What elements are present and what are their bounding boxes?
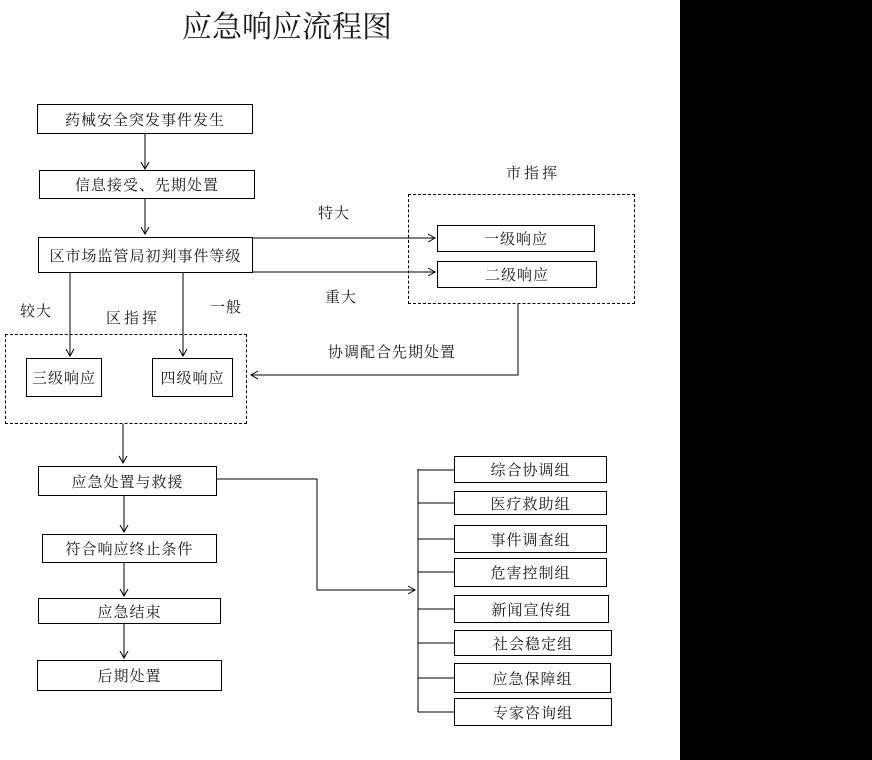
node-emergency-end-label: 应急结束	[97, 604, 162, 621]
node-post-disposal-label: 后期处置	[97, 669, 162, 685]
node-handle-rescue-label: 应急处置与救援	[71, 474, 184, 491]
node-response-level1-label: 一级响应	[483, 232, 548, 248]
node-response-level2	[437, 261, 597, 288]
right-black-panel	[680, 0, 872, 760]
node-response-level4-label: 四级响应	[160, 371, 225, 387]
arrow-event-to-receive	[141, 134, 149, 169]
node-event	[37, 104, 253, 134]
city-command-label: 市指挥	[506, 166, 561, 182]
node-post-disposal	[37, 660, 222, 691]
arrow-termination-to-end	[120, 563, 128, 596]
node-response-level2-label: 二级响应	[484, 268, 549, 284]
arrow-district-to-handle	[119, 424, 127, 463]
node-response-level3	[26, 358, 102, 397]
arrow-city-to-district-coordinate	[251, 304, 518, 379]
arrow-receive-to-judge	[141, 198, 149, 234]
arrow-handle-to-termination	[120, 496, 128, 532]
edge-label-extra-major: 特大	[318, 206, 351, 222]
node-work-group-8	[454, 698, 612, 726]
work-group-2-label: 医疗救助组	[490, 496, 571, 513]
work-group-1-label: 综合协调组	[490, 463, 571, 479]
work-group-5-label: 新闻宣传组	[491, 602, 572, 619]
edge-label-general: 一般	[210, 300, 243, 316]
work-group-6-label: 社会稳定组	[492, 636, 573, 653]
node-handle-rescue	[38, 466, 217, 496]
node-receive	[39, 170, 255, 199]
node-work-group-4	[454, 558, 607, 587]
node-termination-condition-label: 符合响应终止条件	[65, 542, 194, 558]
work-group-7-label: 应急保障组	[492, 671, 573, 688]
work-group-8-label: 专家咨询组	[492, 705, 573, 722]
arrow-end-to-post	[120, 624, 128, 658]
node-work-group-2	[454, 491, 607, 515]
node-work-group-3	[454, 525, 607, 553]
node-response-level4	[152, 358, 233, 397]
page-title: 应急响应流程图	[182, 11, 392, 44]
district-command-label: 区指挥	[106, 311, 161, 327]
edge-label-coordinate-note: 协调配合先期处置	[328, 345, 457, 361]
arrow-handle-to-groups	[217, 479, 415, 594]
node-emergency-end	[38, 598, 221, 624]
node-event-label: 药械安全突发事件发生	[64, 112, 225, 129]
node-judge-label: 区市场监管局初判事件等级	[49, 248, 242, 265]
node-work-group-1	[454, 456, 607, 483]
node-response-level3-label: 三级响应	[31, 371, 96, 387]
work-group-4-label: 危害控制组	[490, 566, 571, 582]
node-termination-condition	[42, 534, 217, 563]
node-work-group-6	[454, 630, 612, 656]
node-receive-label: 信息接受、先期处置	[74, 178, 219, 194]
work-group-3-label: 事件调查组	[490, 532, 571, 549]
node-judge	[38, 237, 253, 273]
node-response-level1	[437, 225, 595, 252]
edge-label-major: 重大	[325, 290, 358, 306]
node-work-group-7	[454, 663, 611, 693]
edge-label-relatively-major: 较大	[20, 304, 53, 320]
node-work-group-5	[454, 595, 609, 623]
